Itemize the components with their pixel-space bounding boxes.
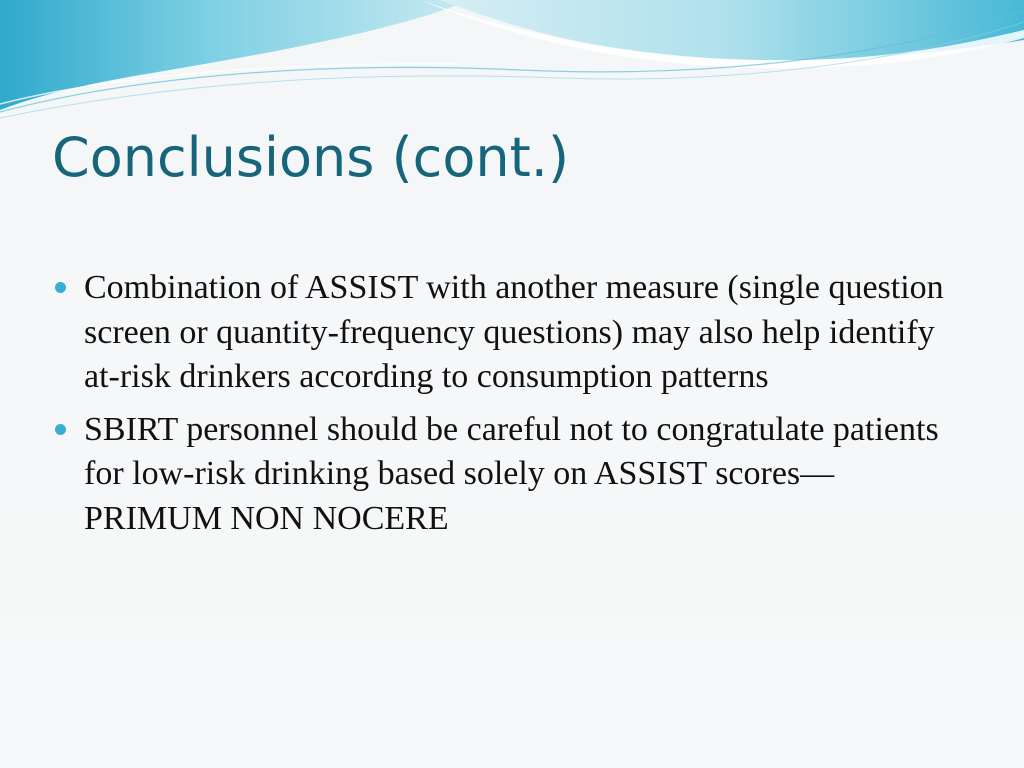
bullet-item [52,408,952,542]
bullet-list [52,266,952,549]
bullet-text: Combination of ASSIST with another measure (single question screen or quantity-frequency questions) may also help identify at-risk drinkers according to consumption patterns [84,269,944,395]
bullet-dot-icon [55,282,66,293]
slide-title: Conclusions (cont.) [52,126,570,189]
bullet-text: SBIRT personnel should be careful not to congratulate patients for low-risk drinking based solely on ASSIST scores—PRIMUM NON NOCERE [84,410,939,537]
bullet-item [52,266,952,400]
header-wave-decoration [0,0,1024,130]
bullet-dot-icon [55,424,66,435]
